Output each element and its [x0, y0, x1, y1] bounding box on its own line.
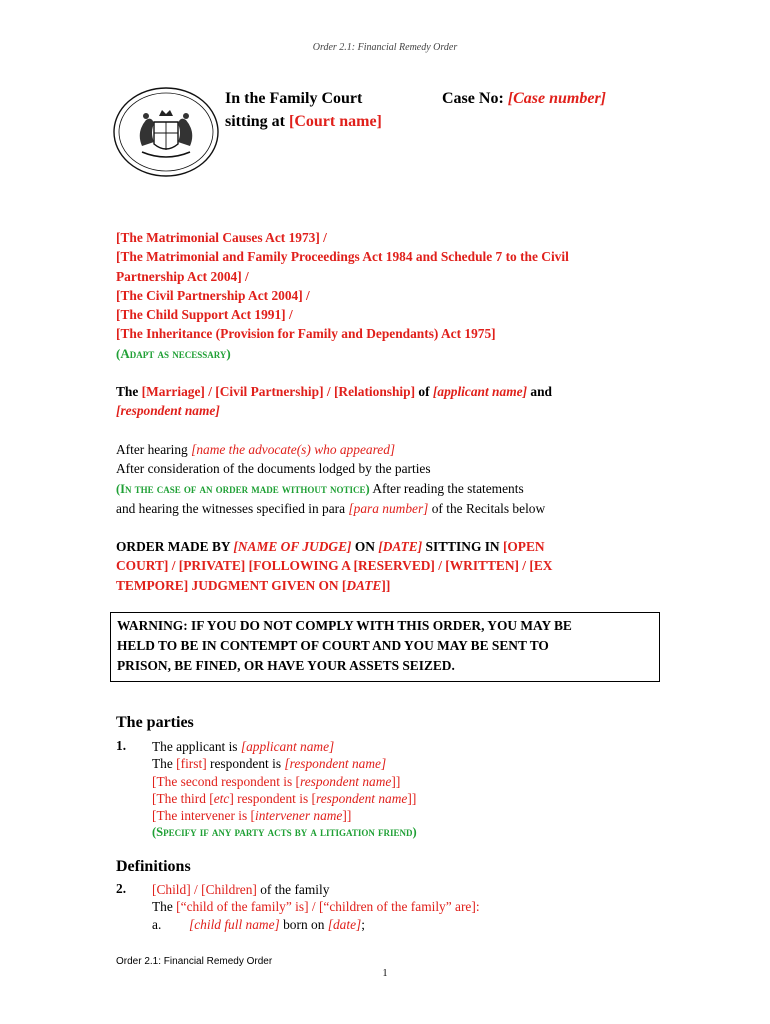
documents-line: After consideration of the documents lodged by the parties — [116, 461, 431, 477]
warning-line: WARNING: IF YOU DO NOT COMPLY WITH THIS ORDER, YOU MAY BE — [117, 618, 572, 633]
matter-marriage: [Marriage] — [141, 384, 205, 399]
case-number-field: [Case number] — [507, 90, 606, 107]
definitions-heading: Definitions — [116, 858, 191, 875]
act-line: Partnership Act 2004] / — [116, 268, 249, 284]
child-full-name-field: [child full name] — [189, 916, 280, 932]
hearing-block — [116, 440, 676, 518]
judgment-type-field: [FOLLOWING A [RESERVED] / [WRITTEN] / [EX — [248, 558, 553, 574]
matter-relationship: [Relationship] — [333, 384, 416, 399]
first-respondent-prefix: The — [152, 756, 177, 772]
child-of-family-field: [“child of the family” is] / [“children of the family” are]: — [176, 899, 480, 915]
adapt-note: (Adapt as necessary) — [116, 345, 231, 361]
third-respondent-mid: ] respondent is [ — [229, 790, 316, 806]
act-line: [The Matrimonial and Family Proceedings Act 1984 and Schedule 7 to the Civil — [116, 249, 569, 265]
judgment-date-field: DATE — [346, 577, 382, 593]
parties-list — [152, 738, 417, 842]
born-on-label: born on — [279, 916, 328, 932]
private-field: [PRIVATE] — [178, 558, 246, 574]
acts-list — [116, 228, 676, 363]
on-label: ON — [351, 539, 379, 554]
court-line-1: In the Family Court — [225, 90, 363, 107]
second-respondent-end: ]] — [391, 773, 401, 789]
court-line-2 — [225, 110, 382, 133]
definition-end: ; — [361, 916, 365, 932]
date-field: [DATE] — [378, 539, 423, 554]
judge-field: [NAME OF JUDGE] — [233, 539, 352, 554]
matter-respondent-field: [respondent name] — [116, 403, 220, 419]
second-respondent-label: [The second respondent is [ — [152, 773, 300, 789]
case-number-label: Case No: — [442, 90, 508, 107]
first-respondent-field: [respondent name] — [284, 756, 387, 772]
without-notice-note: (In the case of an order made without notice) — [116, 481, 370, 496]
order-made-label: ORDER MADE BY — [116, 539, 234, 554]
advocate-field: [name the advocate(s) who appeared] — [191, 442, 396, 457]
birth-date-field: [date] — [327, 916, 362, 932]
matter-prefix: The — [116, 384, 142, 399]
matter-civil-partnership: [Civil Partnership] — [215, 384, 324, 399]
case-number — [442, 87, 606, 110]
intervener-label: [The intervener is [ — [152, 808, 255, 824]
recitals-text: of the Recitals below — [428, 500, 546, 516]
warning-line: PRISON, BE FINED, OR HAVE YOUR ASSETS SEIZED. — [117, 658, 455, 673]
third-respondent-end: ]] — [407, 790, 417, 806]
definitions-list — [152, 881, 632, 933]
open-court-field: COURT] — [116, 558, 169, 574]
sub-item-letter: a. — [152, 916, 162, 932]
first-tag: [first] — [176, 756, 207, 772]
third-respondent-field: respondent name — [316, 790, 408, 806]
of-family-text: of the family — [256, 882, 330, 897]
matter-title — [116, 382, 656, 421]
judgment-type-field: TEMPORE] JUDGMENT GIVEN ON [ — [116, 577, 347, 593]
court-name-field: [Court name] — [289, 113, 382, 130]
third-tag: etc — [213, 790, 230, 806]
court-sitting-label: sitting at — [225, 113, 289, 130]
royal-coat-of-arms-icon — [112, 86, 220, 178]
statements-text: After reading the statements — [369, 480, 524, 496]
act-line: [The Inheritance (Provision for Family and Dependants) Act 1975] — [116, 326, 496, 342]
matter-sep: / — [323, 384, 334, 399]
applicant-label: The applicant is — [152, 739, 241, 754]
second-respondent-field: respondent name — [300, 773, 392, 789]
page-header: Order 2.1: Financial Remedy Order — [312, 42, 458, 53]
litigation-friend-note: (Specify if any party acts by a litigation friend) — [152, 825, 417, 840]
matter-and: and — [527, 384, 552, 399]
third-respondent-label: [The third [ — [152, 790, 214, 806]
order-sep: / — [168, 558, 179, 574]
act-line: [The Civil Partnership Act 2004] / — [116, 287, 310, 303]
hearing-label: After hearing — [116, 442, 192, 457]
act-line: [The Matrimonial Causes Act 1973] / — [116, 230, 327, 245]
children-field: [Children] — [201, 882, 257, 897]
parties-heading: The parties — [116, 714, 194, 731]
matter-of: of — [415, 384, 433, 399]
order-made-block — [116, 537, 656, 595]
matter-sep: / — [204, 384, 216, 399]
child-field: [Child] — [152, 882, 191, 897]
definitions-sep: / — [190, 882, 202, 897]
open-court-field: [OPEN — [502, 539, 545, 554]
matter-applicant-field: [applicant name] — [432, 384, 528, 399]
warning-line: HELD TO BE IN CONTEMPT OF COURT AND YOU MAY BE SENT TO — [117, 638, 549, 653]
witnesses-text: and hearing the witnesses specified in para — [116, 500, 349, 516]
court-heading — [225, 87, 382, 133]
para-number-field: [para number] — [348, 500, 429, 516]
sitting-label: SITTING IN — [422, 539, 503, 554]
definition-prefix: The — [152, 899, 177, 915]
warning-box — [110, 612, 660, 682]
applicant-name-field: [applicant name] — [240, 739, 335, 754]
page-number: 1 — [382, 968, 388, 979]
definitions-number: 2. — [116, 881, 127, 896]
parties-number: 1. — [116, 738, 127, 753]
intervener-field: intervener name — [255, 808, 343, 824]
intervener-end: ]] — [342, 808, 352, 824]
judgment-type-end: ]] — [381, 577, 391, 593]
act-line: [The Child Support Act 1991] / — [116, 307, 293, 323]
page-footer: Order 2.1: Financial Remedy Order — [116, 956, 273, 967]
first-respondent-label: respondent is — [206, 756, 285, 772]
